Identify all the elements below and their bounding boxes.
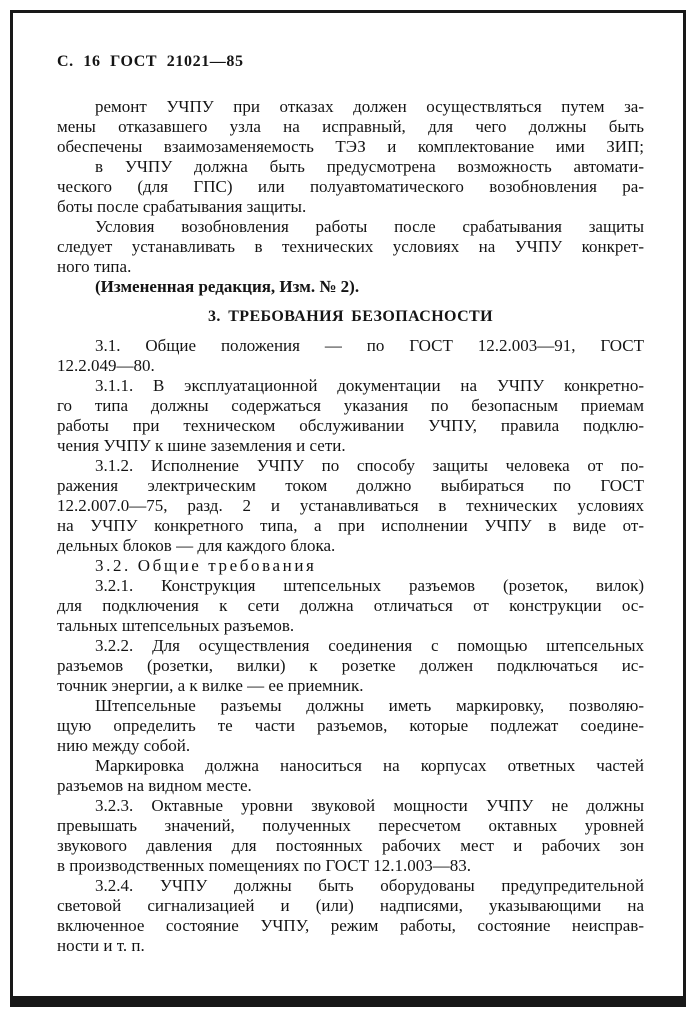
text-line: 12.2.049—80. bbox=[57, 356, 155, 375]
text-line: точник энергии, а к вилке — ее приемник. bbox=[57, 676, 364, 695]
text-line: ческого (для ГПС) или полуавтоматического возобновления ра- bbox=[57, 177, 644, 196]
text-line: 3.2.4. УЧПУ должны быть оборудованы предупредительной bbox=[95, 876, 644, 895]
text-line: 3.1.1. В эксплуатационной документации на УЧПУ конкретно- bbox=[95, 376, 644, 395]
text-line: Условия возобновления работы после срабатывания защиты bbox=[95, 217, 644, 236]
text-line: работы при техническом обслуживании УЧПУ, правила подклю- bbox=[57, 416, 644, 435]
text-line: чения УЧПУ к шине заземления и сети. bbox=[57, 436, 346, 455]
text-line: обеспечены взаимозаменяемость ТЭЗ и комплектование ими ЗИП; bbox=[57, 137, 644, 156]
text-line: нию между собой. bbox=[57, 736, 191, 755]
text-line: 3.2.1. Конструкция штепсельных разъемов (розеток, вилок) bbox=[95, 576, 644, 595]
text-line: в УЧПУ должна быть предусмотрена возможность автомати- bbox=[95, 157, 644, 176]
text-line: разъемов на видном месте. bbox=[57, 776, 252, 795]
text-line: Маркировка должна наноситься на корпусах ответных частей bbox=[95, 756, 644, 775]
text-line: мены отказавшего узла на исправный, для чего должны быть bbox=[57, 117, 644, 136]
text-line: Штепсельные разъемы должны иметь маркировку, позволяю- bbox=[95, 696, 644, 715]
text-line: ности и т. п. bbox=[57, 936, 145, 955]
text-line: ражения электрическим током должно выбираться по ГОСТ bbox=[57, 476, 644, 495]
text-line: в производственных помещениях по ГОСТ 12.1.003—83. bbox=[57, 856, 472, 875]
text-line: разъемов (розетки, вилки) к розетке должен подключаться ис- bbox=[57, 656, 644, 675]
text-line: щую определить те части разъемов, которые подлежат соедине- bbox=[57, 716, 644, 735]
text-line: дельных блоков — для каждого блока. bbox=[57, 536, 336, 555]
text-line: (Измененная редакция, Изм. № 2). bbox=[95, 277, 360, 296]
text-line: ремонт УЧПУ при отказах должен осуществляться путем за- bbox=[95, 97, 644, 116]
text-line: 3.2.2. Для осуществления соединения с помощью штепсельных bbox=[95, 636, 644, 655]
text-line: 3.2.3. Октавные уровни звуковой мощности УЧПУ не должны bbox=[95, 796, 644, 815]
text-line: тальных штепсельных разъемов. bbox=[57, 616, 295, 635]
text-line: следует устанавливать в технических условиях на УЧПУ конкрет- bbox=[57, 237, 644, 256]
page-header: С. 16 ГОСТ 21021—85 bbox=[57, 53, 244, 70]
text-line: 3.1.2. Исполнение УЧПУ по способу защиты человека от по- bbox=[95, 456, 644, 475]
text-line: для подключения к сети должна отличаться от конструкции ос- bbox=[57, 596, 644, 615]
text-line: 12.2.007.0—75, разд. 2 и устанавливаться в технических условиях bbox=[57, 496, 644, 515]
text-line: го типа должны содержаться указания по безопасным приемам bbox=[57, 396, 644, 415]
section-heading: 3. ТРЕБОВАНИЯ БЕЗОПАСНОСТИ bbox=[208, 308, 493, 325]
text-line: звукового давления для постоянных рабочих мест и рабочих зон bbox=[57, 836, 644, 855]
text-line: боты после срабатывания защиты. bbox=[57, 197, 307, 216]
text-line: ного типа. bbox=[57, 257, 132, 276]
document-body bbox=[57, 97, 644, 956]
text-line: 3.2. Общие требования bbox=[95, 556, 317, 575]
text-line: на УЧПУ конкретного типа, а при исполнении УЧПУ в виде от- bbox=[57, 516, 644, 535]
text-line: превышать значений, полученных пересчетом октавных уровней bbox=[57, 816, 644, 835]
text-line: световой сигнализацией и (или) надписями, указывающими на bbox=[57, 896, 644, 915]
text-line: 3.1. Общие положения — по ГОСТ 12.2.003—91, ГОСТ bbox=[95, 336, 644, 355]
text-line: включенное состояние УЧПУ, режим работы, состояние неисправ- bbox=[57, 916, 644, 935]
